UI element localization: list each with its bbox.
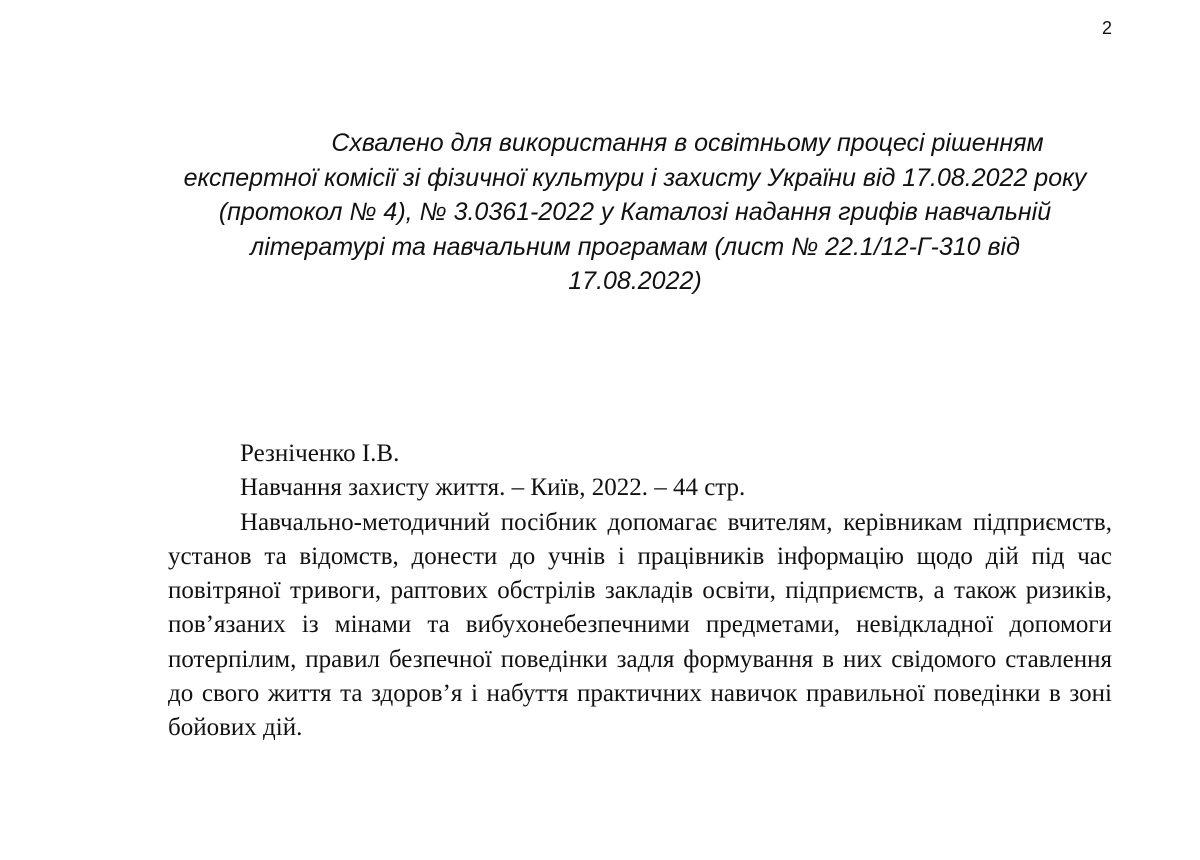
page-number: 2 [1102, 18, 1113, 38]
book-title-line: Навчання захисту життя. – Київ, 2022. – 44 стр. [240, 474, 746, 502]
approval-line: Схвалено для використання в освітньому процесі рішенням [331, 129, 1044, 157]
approval-line: 17.08.2022) [568, 267, 702, 295]
approval-line: експертної комісії зі фізичної культури і захисту України від 17.08.2022 року [183, 163, 1087, 192]
approval-line: (протокол № 4), № 3.0361-2022 у Каталозі надання грифів навчальній [218, 198, 1052, 226]
approval-line: літературі та навчальним програмам (лист № 22.1/12-Г-310 від [250, 232, 1020, 261]
annotation-paragraph: Навчально-методичний посібник допомагає вчителям, керівникам підприємств, установ та відомств, донести до учнів і працівників інформацію щодо дій під час повітряної тривоги, раптових обстрілів закладів освіти, підприємств, а також ризиків, пов’язаних із мінами та вибухонебезпечними предметами, невідкладної допомоги потерпілим, правил безпечної поведінки задля формування в них свідомого ставлення до свого життя та здоров’я і набуття практичних навичок правильної поведінки в зоні бойових дій. [168, 508, 1112, 742]
author-name: Резніченко І.В. [240, 440, 400, 467]
bibliographic-description [168, 437, 1112, 746]
approval-statement [120, 126, 1150, 299]
